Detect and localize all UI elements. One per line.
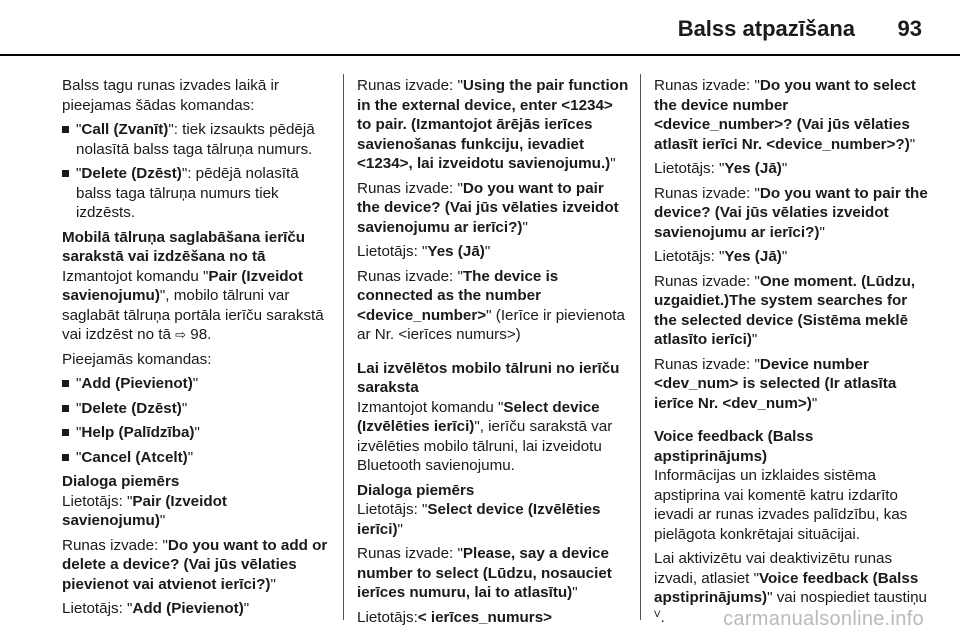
column-1	[62, 76, 332, 624]
dialog-line: Runas izvade: "Do you want to select the device number <device_number>? (Vai jūs vēlaties atlasīt ierīci Nr. <device_number>?)"	[654, 77, 916, 153]
column-divider	[640, 74, 641, 620]
command-item: "Help (Palīdzība)"	[62, 423, 332, 443]
dialog-line: Lietotājs: "Pair (Izveidot savienojumu)"	[62, 492, 227, 529]
section-heading: Lai izvēlētos mobilo tālruni no ierīču saraksta	[357, 359, 620, 396]
column-2	[357, 76, 629, 632]
voice-button-icon: ⱽ	[654, 608, 661, 626]
arrow-reference-icon: ⇨	[175, 327, 187, 342]
bullet-item: "Delete (Dzēst)": pēdējā nolasītā balss taga tālruņa numurs tiek izdzēsts.	[62, 164, 332, 223]
command-item: "Add (Pievienot)"	[62, 374, 332, 394]
column-3	[654, 76, 928, 632]
command-item: "Delete (Dzēst)"	[62, 399, 332, 419]
page-title: Balss atpazīšana	[677, 16, 855, 41]
page-number: 93	[897, 16, 922, 41]
dialog-line: Lietotājs: "Select device (Izvēlēties ierīci)"	[357, 501, 601, 538]
bullet-item: "Call (Zvanīt)": tiek izsaukts pēdējā nolasītā balss taga tālruņa numurs.	[62, 120, 332, 159]
paragraph: Pieejamās komandas:	[62, 350, 212, 368]
dialog-line: Runas izvade: "Using the pair function in the external device, enter <1234> to pair. (Izmantojot ārējās ierīces savienošanas funkciju, ievadiet <1234>, lai izveidotu savienojumu.)"	[357, 77, 629, 172]
paragraph: Lai aktivizētu vai deaktivizētu runas izvadi, atlasiet "Voice feedback (Balss apstiprinājums)" vai nospiediet taustiņu ⱽ.	[654, 550, 927, 626]
dialog-line: Runas izvade: "One moment. (Lūdzu, uzgaidiet.)The system searches for the selected device (Sistēma meklē atlasīto ierīci)"	[654, 272, 916, 348]
paragraph: Izmantojot komandu "Pair (Izveidot savienojumu)", mobilo tālruni var saglabāt tālruņa portāla ierīču sarakstā vai izdzēst no tā ⇨ 98.	[62, 267, 324, 343]
watermark: carmanualsonline.info	[723, 608, 924, 630]
dialog-line: Runas izvade: "Device number <dev_num> is selected (Ir atlasīta ierīce Nr. <dev_num>)"	[654, 355, 897, 412]
paragraph: Informācijas un izklaides sistēma apstiprina vai komentē katru izdarīto ievadi ar runas izvades palīdzību, kas pielāgota konkrētajai situācijai.	[654, 467, 908, 543]
dialog-line: Lietotājs: "Add (Pievienot)"	[62, 600, 250, 617]
section-heading: Mobilā tālruņa saglabāšana ierīču sarakstā vai izdzēšana no tā	[62, 228, 306, 265]
dialog-line: Lietotājs: "Yes (Jā)"	[357, 243, 491, 260]
dialog-line: Runas izvade: "Please, say a device number to select (Lūdzu, nosauciet ierīces numuru, lai to atlasītu)"	[357, 545, 612, 601]
dialog-line: Lietotājs:< ierīces_numurs>	[357, 608, 553, 626]
header-rule	[0, 54, 960, 56]
dialog-line: Runas izvade: "Do you want to pair the device? (Vai jūs vēlaties izveidot savienojumu ar ierīci?)"	[654, 184, 928, 241]
section-heading: Dialoga piemērs	[62, 473, 180, 490]
dialog-line: Runas izvade: "The device is connected as the number <device_number>" (Ierīce ir pievienota ar Nr. <ierīces numurs>)	[357, 267, 625, 343]
dialog-line: Lietotājs: "Yes (Jā)"	[654, 160, 788, 177]
dialog-line: Runas izvade: "Do you want to pair the device? (Vai jūs vēlaties izveidot savienojumu ar ierīci?)"	[357, 179, 619, 236]
paragraph: Balss tagu runas izvades laikā ir pieejamas šādas komandas:	[62, 77, 279, 114]
command-item: "Cancel (Atcelt)"	[62, 448, 332, 468]
paragraph: Izmantojot komandu "Select device (Izvēlēties ierīci)", ierīču sarakstā var izvēlēties mobilo tālruni, lai izveidotu Bluetooth savienojumu.	[357, 398, 613, 474]
section-heading: Dialoga piemērs	[357, 481, 475, 499]
section-heading: Voice feedback (Balss apstiprinājums)	[654, 428, 814, 465]
column-divider	[343, 74, 344, 620]
dialog-line: Runas izvade: "Do you want to add or delete a device? (Vai jūs vēlaties pievienot vai atvienot ierīci?)"	[62, 536, 328, 593]
dialog-line: Lietotājs: "Yes (Jā)"	[654, 248, 788, 265]
